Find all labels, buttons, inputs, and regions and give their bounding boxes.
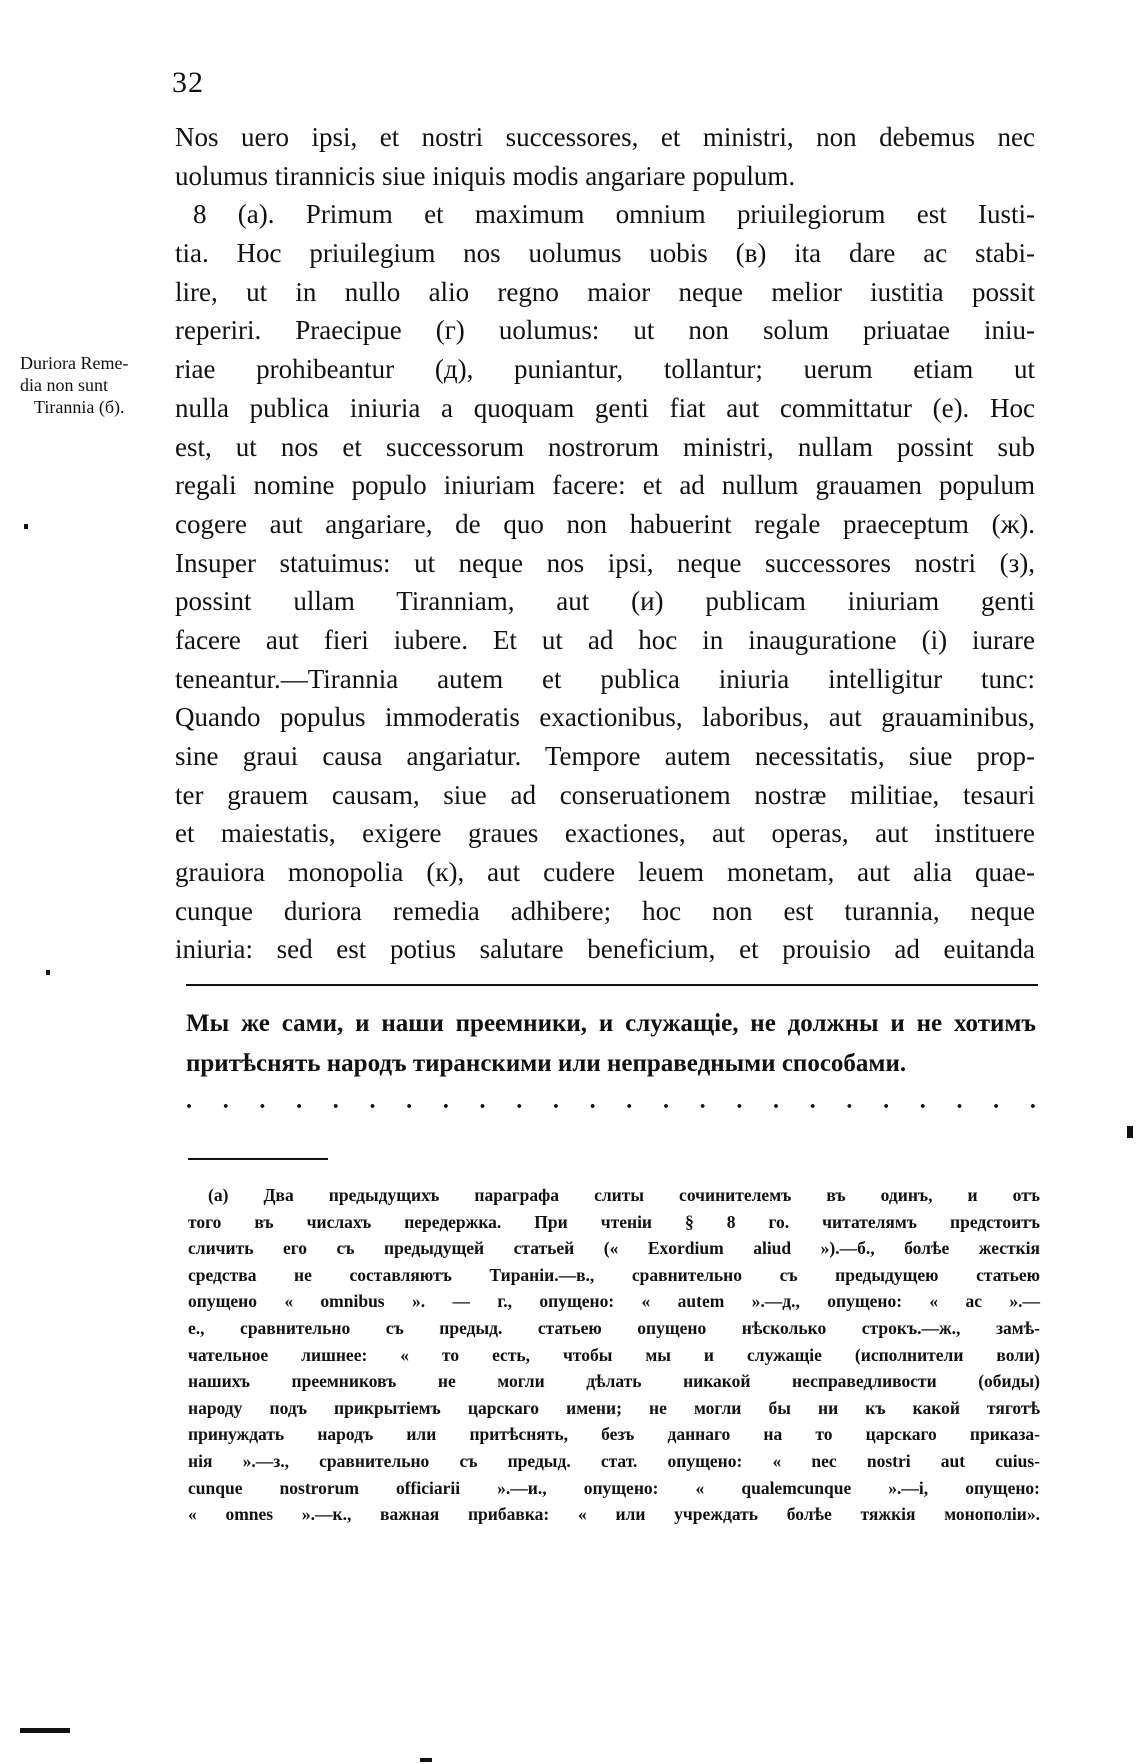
marginal-note: [20, 352, 172, 418]
latin-line: ter grauem causam, siue ad conseruationem nostræ militiae, tesauri: [175, 779, 1035, 810]
latin-body-text: [175, 118, 1035, 969]
ellipsis-dot: .: [369, 1088, 376, 1114]
latin-line: teneantur.—Tirannia autem et publica iniuria intelligitur tunc:: [175, 663, 1035, 694]
ellipsis-dot: .: [186, 1088, 192, 1114]
translation-line: притѣснять народъ тиранскими или неправедными способами.: [186, 1050, 907, 1077]
latin-line: lire, ut in nullo alio regno maior neque melior iustitia possit: [175, 276, 1035, 307]
footnote-line: нашихъ преемниковъ не могли дѣлать никакой несправедливости (обиды): [188, 1371, 1040, 1392]
footnote-line: того въ числахъ передержка. При чтеніи § 8 го. читателямъ предстоитъ: [188, 1211, 1040, 1232]
latin-line: riae prohibeantur (д), puniantur, tollantur; uerum etiam ut: [175, 354, 1035, 385]
footnote: [188, 1182, 1040, 1528]
ellipsis-dot: .: [332, 1088, 339, 1114]
footnote-divider: [188, 1158, 328, 1160]
footnote-line: опущено « omnibus ». — г., опущено: « autem ».—д., опущено: « ac ».—: [188, 1291, 1040, 1312]
ellipsis-dots: [186, 1088, 1036, 1115]
ellipsis-dot: .: [773, 1088, 779, 1114]
ellipsis-dot: .: [919, 1088, 926, 1114]
footnote-line: сличить его съ предыдущей статьей (« Exordium aliud »).—б., болѣе жесткія: [188, 1238, 1040, 1259]
section-divider: [186, 984, 1038, 986]
scan-mark: [1127, 1126, 1133, 1138]
scan-mark: [24, 524, 28, 529]
footnote-line: cunque nostrorum officiarii ».—и., опущено: « qualemcunque ».—i, опущено:: [188, 1477, 1040, 1498]
footnote-line: чательное лишнее: « то есть, чтобы мы и служащіе (исполнители воли): [188, 1344, 1040, 1365]
latin-line: tia. Hoc priuilegium nos uolumus uobis (в) ita dare ac stabi-: [175, 238, 1035, 269]
footnote-line: средства не составляютъ Тираніи.—в., сравнительно съ предыдущею статьею: [188, 1264, 1040, 1285]
translation-line: Мы же сами, и наши преемники, и служащіе, не должны и не хотимъ: [186, 1010, 1036, 1037]
footnote-line: принуждать народъ или притѣснять, безъ даннаго на то царскаго приказа-: [188, 1424, 1040, 1445]
latin-line: nulla publica iniuria a quoquam genti fiat aut committatur (е). Hoc: [175, 392, 1035, 423]
footnote-line: народу подъ прикрытіемъ царскаго имени; не могли бы ни къ какой тяготѣ: [188, 1397, 1040, 1418]
ellipsis-dot: .: [589, 1088, 596, 1114]
latin-line: Quando populus immoderatis exactionibus, laboribus, aut grauaminibus,: [175, 702, 1035, 733]
page-number: 32: [172, 66, 204, 99]
latin-line: cogere aut angariare, de quo non habuerint regale praeceptum (ж).: [175, 508, 1035, 539]
ellipsis-dot: .: [699, 1088, 706, 1114]
ellipsis-dot: .: [222, 1088, 229, 1114]
ellipsis-dot: .: [406, 1088, 413, 1114]
ellipsis-dot: .: [736, 1088, 743, 1114]
marginal-note-line: dia non sunt: [20, 375, 108, 395]
footnote-line: е., сравнительно съ предыд. статьею опущено нѣсколько строкъ.—ж., замѣ-: [188, 1317, 1040, 1338]
latin-line: est, ut nos et successorum nostrorum ministri, nullam possint sub: [175, 431, 1035, 462]
ellipsis-dot: .: [626, 1088, 633, 1114]
ellipsis-dot: .: [662, 1088, 669, 1114]
marginal-note-line: Tirannia (б).: [34, 397, 125, 417]
ellipsis-dot: .: [259, 1088, 266, 1114]
ellipsis-dot: .: [442, 1088, 449, 1114]
latin-line: sine graui causa angariatur. Tempore autem necessitatis, siue prop-: [175, 741, 1035, 771]
latin-line: Insuper statuimus: ut neque nos ipsi, neque successores nostri (з),: [175, 547, 1035, 578]
latin-line: regali nomine populo iniuriam facere: et ad nullum grauamen populum: [175, 470, 1035, 501]
ellipsis-dot: .: [883, 1088, 890, 1114]
ellipsis-dot: .: [516, 1088, 523, 1114]
latin-line: 8 (а). Primum et maximum omnium priuilegiorum est Iusti-: [193, 199, 1035, 230]
footnote-line: « omnes ».—к., важная прибавка: « или учреждать болѣе тяжкія монополіи».: [188, 1504, 1040, 1525]
latin-line: possint ullam Tiranniam, aut (и) publicam iniuriam genti: [175, 586, 1035, 617]
marginal-note-line: Duriora Reme-: [20, 353, 129, 373]
russian-translation: [186, 1004, 1036, 1084]
latin-line: reperiri. Praecipue (г) uolumus: ut non solum priuatae iniu-: [175, 315, 1035, 346]
latin-line: Nos uero ipsi, et nostri successores, et ministri, non debemus nec: [175, 122, 1035, 152]
latin-line: iniuria: sed est potius salutare beneficium, et prouisio ad euitanda: [175, 934, 1035, 965]
ellipsis-dot: .: [1029, 1088, 1036, 1114]
scan-mark: [20, 1728, 70, 1733]
latin-line: facere aut fieri iubere. Et ut ad hoc in inauguratione (i) iurare: [175, 624, 1035, 655]
footnote-line: (а) Два предыдущихъ параграфа слиты сочинителемъ въ одинъ, и отъ: [208, 1185, 1040, 1205]
latin-line: grauiora monopolia (к), aut cudere leuem monetam, aut alia quae-: [175, 857, 1035, 888]
latin-line: et maiestatis, exigere graues exactiones, aut operas, aut instituere: [175, 818, 1035, 849]
ellipsis-dot: .: [479, 1088, 486, 1114]
ellipsis-dot: .: [956, 1088, 963, 1114]
footnote-line: нія ».—з., сравнительно съ предыд. стат. опущено: « nec nostri aut cuius-: [188, 1450, 1040, 1471]
scan-mark: [420, 1758, 432, 1762]
latin-line: uolumus tirannicis siue iniquis modis angariare populum.: [175, 160, 796, 191]
ellipsis-dot: .: [846, 1088, 853, 1114]
scan-mark: [46, 970, 50, 975]
ellipsis-dot: .: [993, 1088, 1000, 1114]
ellipsis-dot: .: [809, 1088, 816, 1114]
ellipsis-dot: .: [296, 1088, 303, 1114]
ellipsis-dot: .: [552, 1088, 559, 1114]
latin-line: cunque duriora remedia adhibere; hoc non est turannia, neque: [175, 895, 1035, 926]
